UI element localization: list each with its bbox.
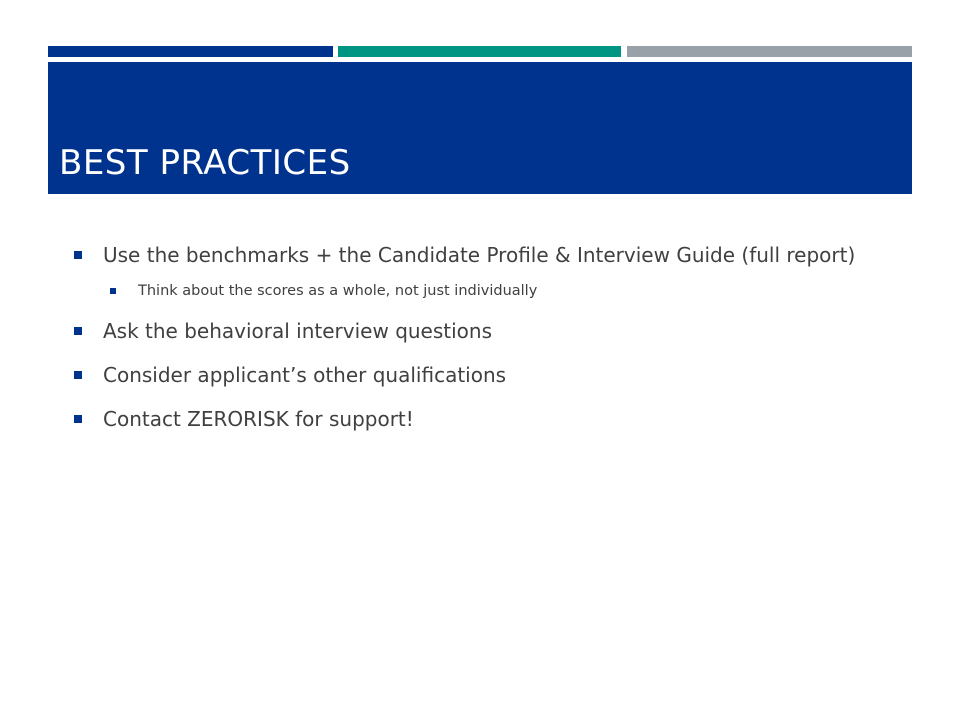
- sub-bullet-text: Think about the scores as a whole, not just individually: [138, 283, 538, 299]
- bullet-text: Use the benchmarks + the Candidate Profile & Interview Guide (full report): [103, 243, 856, 267]
- accent-bar-teal: [338, 46, 621, 57]
- square-bullet-icon: [74, 371, 82, 379]
- bullet-item: [70, 240, 860, 270]
- bullet-item: [70, 316, 860, 346]
- bullet-text: Contact ZERORISK for support!: [103, 407, 414, 431]
- bullet-list: [70, 240, 860, 434]
- accent-bar-gray: [627, 46, 912, 57]
- bullet-item: [70, 404, 860, 434]
- content-area: [70, 240, 860, 448]
- bullet-text: Consider applicant’s other qualifications: [103, 363, 507, 387]
- bullet-item: [70, 360, 860, 390]
- bullet-text: Ask the behavioral interview questions: [103, 319, 493, 343]
- accent-bar-blue: [48, 46, 333, 57]
- square-bullet-icon: [74, 415, 82, 423]
- slide-title: BEST PRACTICES: [59, 143, 351, 183]
- title-band: [48, 62, 912, 194]
- square-bullet-icon: [74, 327, 82, 335]
- square-bullet-icon: [74, 251, 82, 259]
- sub-bullet-item: [70, 280, 860, 302]
- square-bullet-icon: [110, 288, 116, 294]
